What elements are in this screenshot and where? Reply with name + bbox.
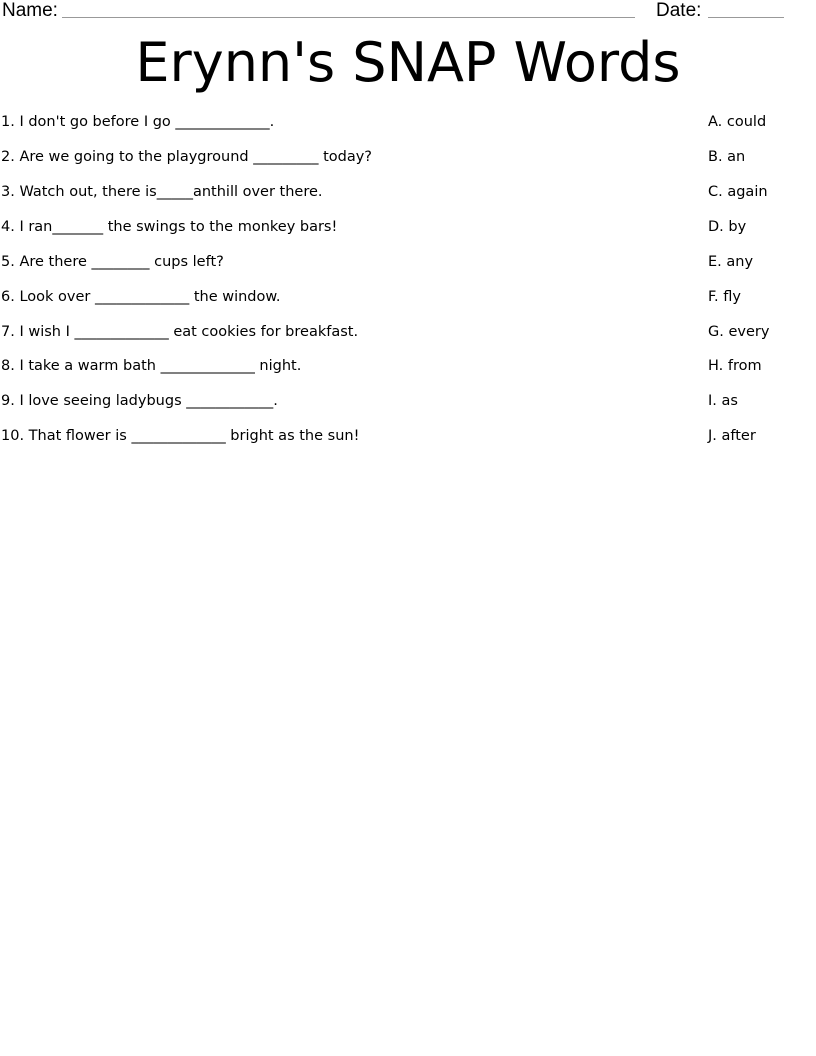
question-item: 1. I don't go before I go _____________. [1, 114, 275, 130]
question-item: 10. That flower is _____________ bright as the sun! [1, 428, 360, 444]
answer-option: F. fly [708, 289, 741, 305]
question-item: 6. Look over _____________ the window. [1, 289, 281, 305]
question-item: 9. I love seeing ladybugs ____________. [1, 393, 278, 409]
answer-option: B. an [708, 149, 746, 165]
answer-option: G. every [708, 324, 770, 340]
answer-option: E. any [708, 254, 754, 270]
answer-option: J. after [708, 428, 756, 444]
question-item: 4. I ran_______ the swings to the monkey bars! [1, 219, 338, 235]
question-item: 8. I take a warm bath _____________ night. [1, 358, 302, 374]
answer-option: A. could [708, 114, 767, 130]
question-item: 7. I wish I _____________ eat cookies for breakfast. [1, 324, 359, 340]
answer-option: D. by [708, 219, 747, 235]
answer-option: H. from [708, 358, 762, 374]
question-item: 5. Are there ________ cups left? [1, 254, 224, 270]
date-field[interactable] [708, 17, 784, 18]
answer-option: I. as [708, 393, 738, 409]
name-label: Name: [2, 0, 58, 21]
question-item: 3. Watch out, there is_____anthill over there. [1, 184, 323, 200]
page-title: Erynn's SNAP Words [135, 31, 681, 94]
name-field[interactable] [62, 17, 635, 18]
question-item: 2. Are we going to the playground _________ today? [1, 149, 372, 165]
answer-option: C. again [708, 184, 768, 200]
date-label: Date: [656, 0, 702, 21]
